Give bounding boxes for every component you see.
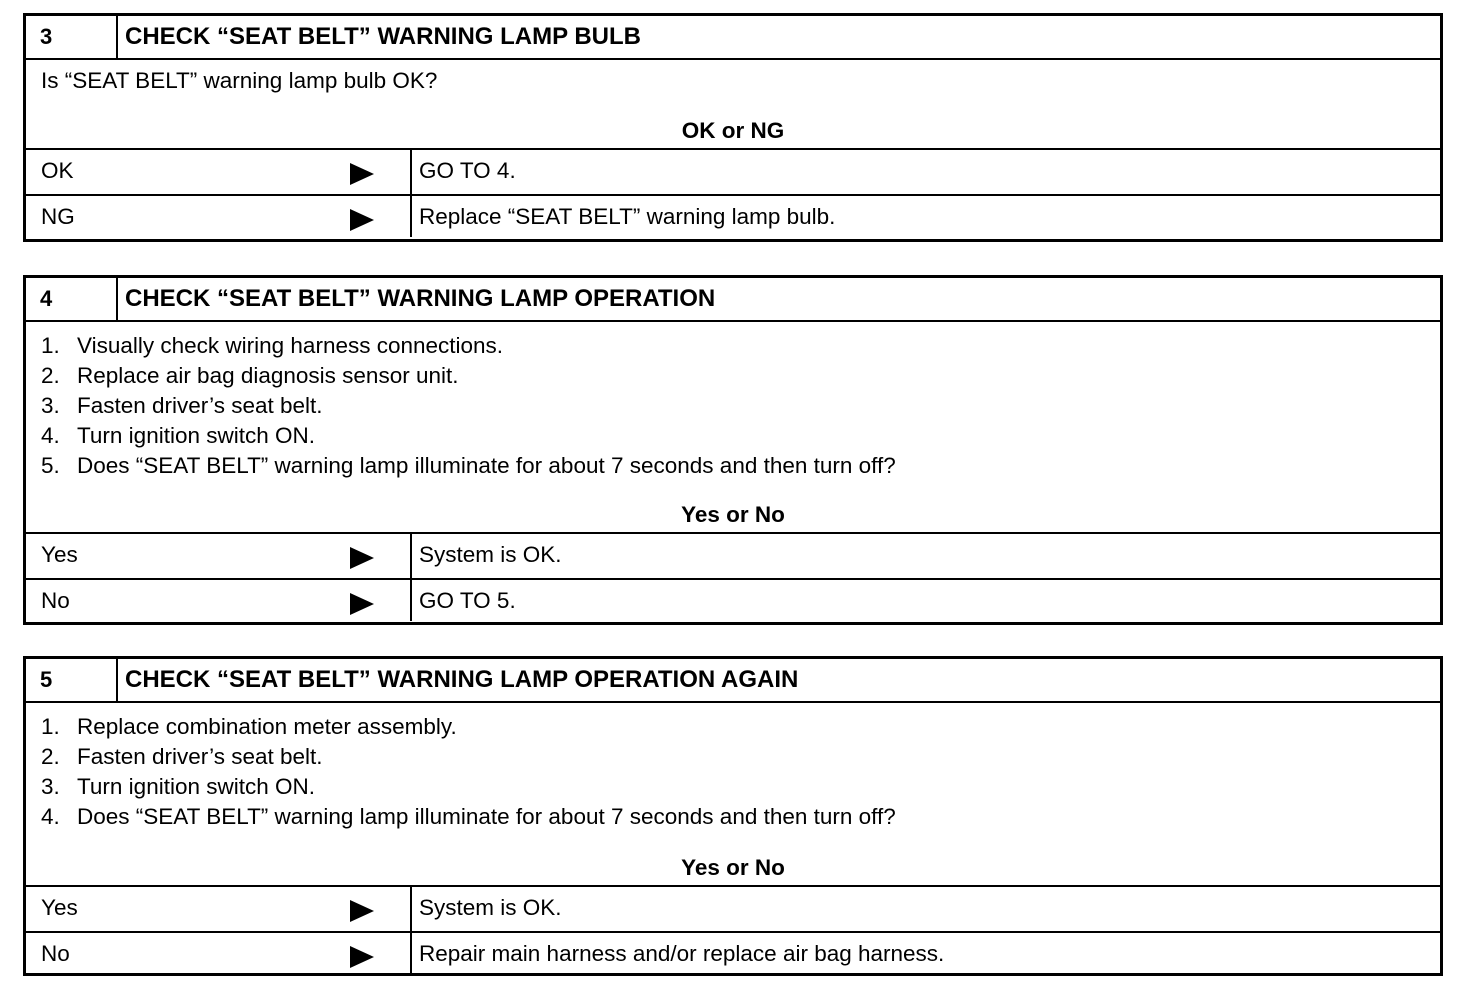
step-body: [26, 322, 1440, 534]
result-action: System is OK.: [419, 542, 562, 567]
result-action: GO TO 5.: [419, 588, 516, 613]
right-triangle-arrow-icon: [350, 946, 374, 968]
instruction-number: 1.: [41, 333, 60, 358]
answer-label: Yes or No: [681, 855, 785, 880]
answer-label: Yes or No: [681, 502, 785, 527]
instruction-number: 3.: [41, 393, 60, 418]
result-action: System is OK.: [419, 895, 562, 920]
step-number: 4: [26, 278, 118, 320]
result-key-cell: [26, 887, 412, 931]
step-header: [26, 16, 1440, 60]
step-body: [26, 703, 1440, 887]
result-key-cell: [26, 580, 412, 621]
step-number: 3: [26, 16, 118, 58]
instruction-number: 5.: [41, 453, 60, 478]
result-action: Replace “SEAT BELT” warning lamp bulb.: [419, 204, 836, 229]
result-row-no: [26, 578, 1440, 621]
right-triangle-arrow-icon: [350, 163, 374, 185]
instruction-text: Turn ignition switch ON.: [77, 774, 315, 799]
result-action: GO TO 4.: [419, 158, 516, 183]
instruction-text: Turn ignition switch ON.: [77, 423, 315, 448]
result-action: Repair main harness and/or replace air bag harness.: [419, 941, 945, 966]
instruction-item: [41, 421, 896, 451]
result-key-cell: [26, 534, 412, 578]
instruction-item: [41, 802, 896, 832]
instruction-item: [41, 391, 896, 421]
instruction-text: Replace combination meter assembly.: [77, 714, 457, 739]
instruction-item: [41, 712, 896, 742]
answer-label: OK or NG: [681, 118, 785, 143]
instruction-number: 2.: [41, 744, 60, 769]
result-key: No: [41, 941, 70, 966]
instruction-text: Does “SEAT BELT” warning lamp illuminate for about 7 seconds and then turn off?: [77, 804, 896, 829]
step-header: [26, 278, 1440, 322]
step-header: [26, 659, 1440, 703]
result-row-yes: [26, 887, 1440, 931]
instruction-item: [41, 451, 896, 481]
instruction-number: 4.: [41, 423, 60, 448]
result-row-ok: [26, 150, 1440, 194]
result-row-yes: [26, 534, 1440, 578]
result-key: OK: [41, 158, 74, 183]
result-row-no: [26, 931, 1440, 974]
step-5-table: [23, 656, 1443, 976]
instruction-list: [41, 331, 896, 481]
result-key: Yes: [41, 542, 78, 567]
instruction-text: Visually check wiring harness connections.: [77, 333, 504, 358]
step-question: Is “SEAT BELT” warning lamp bulb OK?: [41, 68, 438, 93]
instruction-text: Replace air bag diagnosis sensor unit.: [77, 363, 459, 388]
step-4-table: [23, 275, 1443, 625]
instruction-text: Does “SEAT BELT” warning lamp illuminate for about 7 seconds and then turn off?: [77, 453, 896, 478]
right-triangle-arrow-icon: [350, 900, 374, 922]
right-triangle-arrow-icon: [350, 593, 374, 615]
step-3-table: [23, 13, 1443, 242]
right-triangle-arrow-icon: [350, 209, 374, 231]
instruction-list: [41, 712, 896, 832]
step-body: [26, 60, 1440, 150]
step-number: 5: [26, 659, 118, 701]
instruction-item: [41, 361, 896, 391]
instruction-item: [41, 742, 896, 772]
instruction-number: 2.: [41, 363, 60, 388]
instruction-text: Fasten driver’s seat belt.: [77, 744, 323, 769]
instruction-number: 3.: [41, 774, 60, 799]
result-key: Yes: [41, 895, 78, 920]
result-row-ng: [26, 194, 1440, 237]
instruction-item: [41, 772, 896, 802]
instruction-item: [41, 331, 896, 361]
step-title: CHECK “SEAT BELT” WARNING LAMP OPERATION AGAIN: [125, 666, 799, 693]
result-key-cell: [26, 933, 412, 974]
step-title: CHECK “SEAT BELT” WARNING LAMP OPERATION: [125, 285, 716, 312]
result-key-cell: [26, 150, 412, 194]
instruction-number: 1.: [41, 714, 60, 739]
result-key: No: [41, 588, 70, 613]
result-key-cell: [26, 196, 412, 237]
instruction-number: 4.: [41, 804, 60, 829]
right-triangle-arrow-icon: [350, 547, 374, 569]
result-key: NG: [41, 204, 75, 229]
step-title: CHECK “SEAT BELT” WARNING LAMP BULB: [125, 23, 641, 50]
instruction-text: Fasten driver’s seat belt.: [77, 393, 323, 418]
